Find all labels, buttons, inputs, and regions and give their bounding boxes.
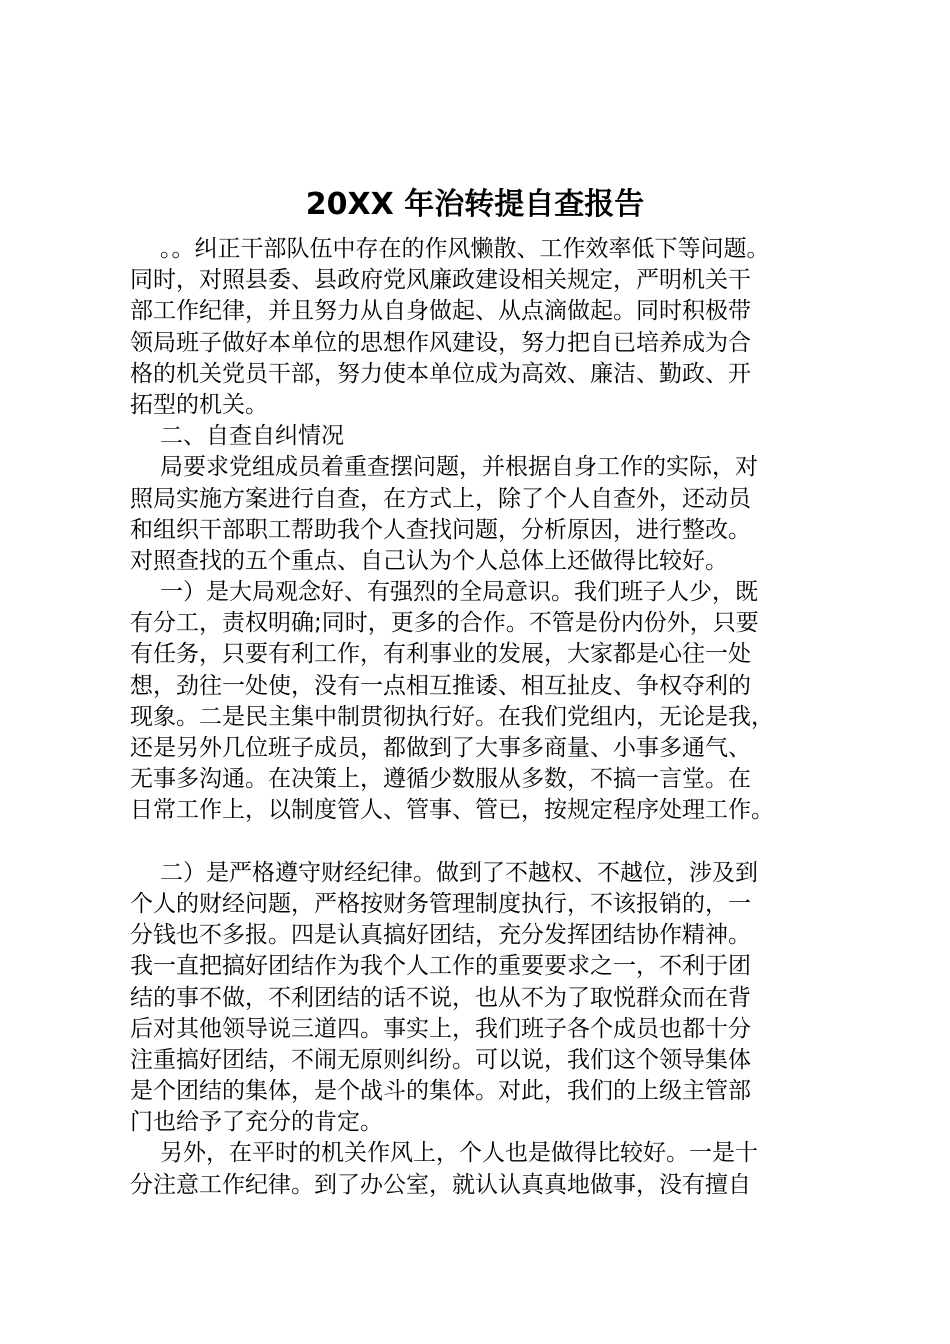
text-line: 我一直把搞好团结作为我个人工作的重要要求之一，不利于团 [130,953,751,980]
text-line: 另外，在平时的机关作风上，个人也是做得比较好。一是十 [160,1140,758,1167]
text-line: 对照查找的五个重点、自己认为个人总体上还做得比较好。 [130,547,728,574]
text-line: 有任务，只要有利工作，有利事业的发展，大家都是心往一处 [130,641,751,668]
text-line: 部工作纪律，并且努力从自身做起、从点滴做起。同时积极带 [130,298,751,325]
text-line: 注重搞好团结，不闹无原则纠纷。可以说，我们这个领导集体 [130,1046,751,1073]
text-line: 分钱也不多报。四是认真搞好团结，充分发挥团结协作精神。 [130,922,751,949]
section-heading: 二、自查自纠情况 [160,423,344,450]
text-line: 分注意工作纪律。到了办公室，就认认真真地做事，没有擅自 [130,1171,751,1198]
text-line: 现象。二是民主集中制贯彻执行好。在我们党组内，无论是我， [130,703,774,730]
text-line: 想，劲往一处使，没有一点相互推诿、相互扯皮、争权夺利的 [130,672,751,699]
text-line: 日常工作上，以制度管人、管事、管已，按规定程序处理工作。 [130,797,774,824]
text-line: 局要求党组成员着重查摆问题，并根据自身工作的实际，对 [160,454,758,481]
text-line: 和组织干部职工帮助我个人查找问题，分析原因，进行整改。 [130,516,751,543]
text-line: 。。纠正干部队伍中存在的作风懒散、工作效率低下等问题。 [160,236,770,262]
text-line: 同时，对照县委、县政府党风廉政建设相关规定，严明机关干 [130,267,751,294]
blank-line [130,827,850,858]
text-line: 照局实施方案进行自查，在方式上，除了个人自查外，还动员 [130,485,751,512]
text-line: 拓型的机关。 [130,391,268,418]
text-line: 二）是严格遵守财经纪律。做到了不越权、不越位，涉及到 [160,859,758,886]
text-line: 有分工，责权明确;同时，更多的合作。不管是份内份外，只要 [130,610,759,637]
document-body [130,234,850,1201]
text-line: 格的机关党员干部，努力使本单位成为高效、廉洁、勤政、开 [130,360,751,387]
text-line: 无事多沟通。在决策上，遵循少数服从多数，不搞一言堂。在 [130,766,751,793]
text-line: 后对其他领导说三道四。事实上，我们班子各个成员也都十分 [130,1015,751,1042]
text-line: 门也给予了充分的肯定。 [130,1109,383,1136]
document-title: 20XX 年治转提自查报告 [305,187,645,222]
text-line: 领局班子做好本单位的思想作风建设，努力把自已培养成为合 [130,329,751,356]
text-line: 是个团结的集体，是个战斗的集体。对此，我们的上级主管部 [130,1078,751,1105]
text-line: 还是另外几位班子成员，都做到了大事多商量、小事多通气、 [130,735,751,761]
text-line: 结的事不做，不利团结的话不说，也从不为了取悦群众而在背 [130,984,751,1011]
text-line: 一）是大局观念好、有强烈的全局意识。我们班子人少，既 [160,579,758,606]
text-line: 个人的财经问题，严格按财务管理制度执行，不该报销的，一 [130,890,751,917]
